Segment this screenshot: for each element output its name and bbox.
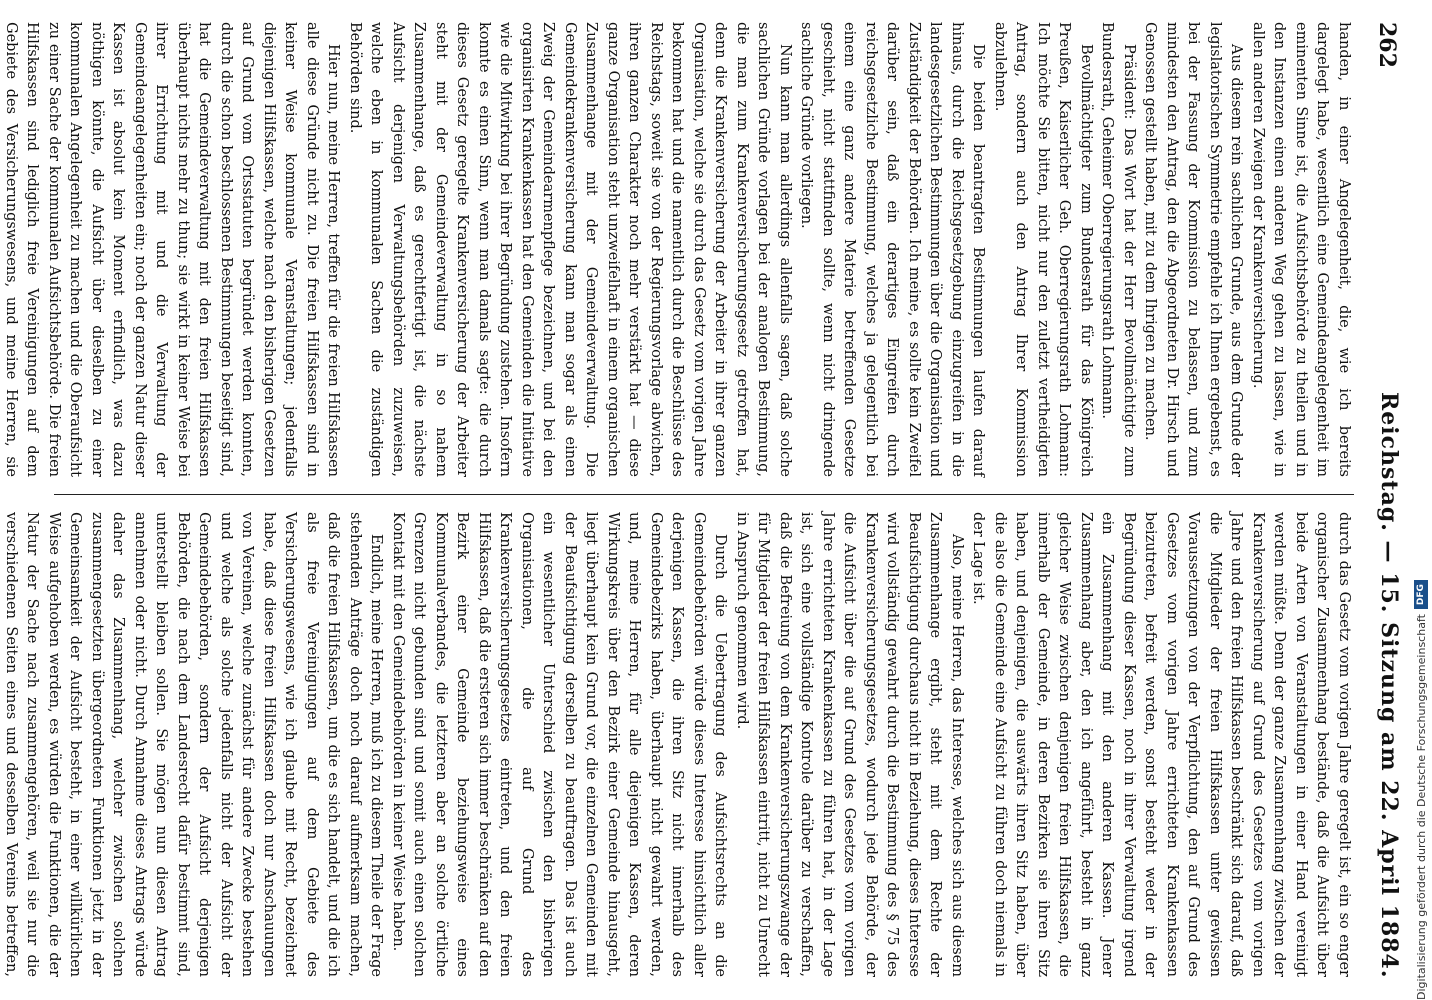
paragraph: Aus diesem rein sachlichen Grunde, aus dem Grunde der legislatorischen Symmetrie empfehle ich Ihnen ergebenst, es bei der Fassung der Kommission zu belassen, und zum mindesten den Antrag, den die Abgeordneten Dr. Hirsch und Genossen gestellt haben, mit zu dem Ihrigen zu machen. [1142,22,1245,477]
speaker-paragraph: Bevollmächtigter zum Bundesrath für das Königreich Preußen, Kaiserlicher Geh. Oberregierungsrath Lohmann: Ich möchte Sie bitten, nicht nur den zuletzt vertheidigten Antrag, sondern auch den Antrag Ihrer Kommission abzulehnen. [992,22,1094,477]
speaker-paragraph: Präsident: Das Wort hat der Herr Bevollmächtigte zum Bundesrath, Geheimer Oberregierungsrath Lohmann. [1099,22,1137,477]
paragraph: Nun kann man allerdings allenfalls sagen, daß solche sachlichen Gründe vorlagen bei der analogen Bestimmung, die man zum Krankenversicherungsgesetz getroffen hat, denn die Krankenversicherung der Arbeiter in ihrer ganzen Organisation, welche sie durch das Gesetz vom vorigen Jahre bekommen hat und die namentlich durch die Beschlüsse des Reichstags, soweit sie von der Regierungsvorlage abwichen, ihren ganzen Charakter noch mehr verstärkt hat — diese ganze Organisation steht unzweifelhaft in einem organischen Zusammenhange mit der Gemeindeverwaltung. Die Gemeindekrankenversicherung kann man sogar als einen Zweig der Gemeindearmenpflege bezeichnen, und bei den organisirten Krankenkassen hat den Gemeinden die Initiative wie die Mitwirkung bei ihrer Begründung zustehen. Insofern konnte es einen Sinn, wenn man damals sagte: die durch dieses Gesetz geregelte Krankenversicherung der Arbeiter steht mit der Gemeindeverwaltung in so nahem Zusammenhange, daß es gerechtfertigt ist, die nächste Aufsicht derjenigen Verwaltungsbehörden zuzuweisen, welche eben in kommunalen Sachen die zuständigen Behörden sind. [347,22,793,477]
rotated-scanned-page [0,12,1408,992]
running-head: Reichstag. — 15. Sitzung am 22. April 1884. [1376,392,1402,979]
dfg-logo: DFG [1414,580,1428,609]
page-number: 262 [1374,22,1400,68]
paragraph: Hier nun, meine Herren, treffen für die freien Hilfskassen alle diese Gründe nicht zu. Die freien Hilfskassen sind in keiner Weise kommunale Veranstaltungen; jedenfalls diejenigen Hilfskassen, welche nach den bisherigen Gesetzen auf Grund vom Ortsstatuten begründet werden konnten, durch die schon beschlossenen Bestimmungen beseitigt sind, hat die Gemeindeverwaltung mit den freien Hilfskassen überhaupt nichts mehr zu thun; sie wirkt in keiner Weise bei ihrer Errichtung mit und die Verwaltung der Gemeindeangelegenheiten ein; noch der ganzen Natur dieser Kassen ist absolut kein Moment erfindlich, was dazu nöthigen könnte, die Aufsicht über dieselben zu einer kommunalen Angelegenheit zu machen und die Oberaufsicht zu einer Sache der kommunalen Aufsichtsbehörde. Die freien Hilfskassen sind lediglich freie Vereinigungen auf dem Gebiete des Versicherungswesens, und meine Herren, sie [3,22,342,477]
column-divider [54,494,1354,495]
paragraph: Also, meine Herren, das Interesse, welches sich aus diesem Zusammenhange ergibt, steht mit dem Rechte der Beaufsichtigung durchaus nicht in Beziehung, dieses Interesse wird vollständig gewahrt durch die Bestimmung des § 75 des Krankenversicherungsgesetzes, wodurch jede Behörde, der die Aufsicht über die auf Grund des Gesetzes vom vorigen Jahre errichteten Krankenkassen zu führen hat, in der Lage ist, sich eine vollständige Kontrole darüber zu verschaffen, daß die Befreiung von dem Krankenversicherungszwange der für Mitglieder der freien Hilfskassen eintritt, nicht zu Unrecht in Anspruch genommen wird. [734,512,965,977]
paragraph: Endlich, meine Herren, muß ich zu diesem Theile der Frage stehenden Anträge doch noch darauf aufmerksam machen, daß die freien Hilfskassen, um die es sich handelt, und die ich als freie Vereinigungen auf dem Gebiete des Versicherungswesens, wie ich glaube mit Recht, bezeichnet habe, daß diese freien Hilfskassen doch nur Anschauungen von Vereinen, welche zunächst für andere Zwecke bestehen und welche als solche jedenfalls nicht der Aufsicht der Gemeindebehörden, sondern der Aufsicht derjenigen Behörden, die nach dem Landesrecht dafür bestimmt sind, unterstellt bleiben sollen. Sie mögen nun diesen Antrag annehmen oder nicht. Durch Annahme dieses Antrags würde daher das Zusammenhang, welcher zwischen solchen zusammengesetzten übergeordneten Funktionen jetzt in der Gemeinsamkeit der Aufsicht besteht, in einer willkürlichen Weise aufgehoben werden, es würden die Funktionen, die der Natur der Sache nach zusammengehören, weil sie nur die verschiedenen Seiten eines und desselben Vereins betreffen, [3,512,385,977]
paragraph: Durch die Uebertragung des Aufsichtsrechts an die Gemeindebehörden würde dieses Interesse hinsichtlich aller derjenigen Kassen, die ihren Sitz nicht innerhalb des Gemeindebezirks haben, überhaupt nicht gewahrt werden, und, meine Herren, für alle diejenigen Kassen, deren Wirkungskreis über den Bezirk einer Gemeinde hinausgeht, liegt überhaupt kein Grund vor, die einzelnen Gemeinden mit der Beaufsichtigung derselben zu beauftragen. Das ist auch ein wesentlicher Unterschied zwischen den bisherigen Organisationen, die auf Grund des Krankenversicherungsgesetzes eintreten, und den freien Hilfskassen, daß die ersteren sich immer beschränken auf den Bezirk einer Gemeinde beziehungsweise eines Kommunalverbandes, die letzteren aber an solche örtliche Grenzen nicht gebunden sind und somit auch einen solchen Kontakt mit den Gemeindebehörden in keiner Weise haben. [390,512,729,977]
paragraph: durch das Gesetz vom vorigen Jahre geregelt ist, ein so enger organischer Zusammenhang bestände, daß die Aufsicht über beide Arten von Veranstaltungen in einer Hand vereinigt werden müßte. Denn der ganze Zusammenhang zwischen der Krankenversicherung auf Grund des Gesetzes vom vorigen Jahre und den freien Hilfskassen beschränkt sich darauf, daß die Mitglieder der freien Hilfskassen unter gewissen Voraussetzungen von der Verpflichtung, den auf Grund des Gesetzes vom vorigen Jahre errichteten Krankenkassen beizutreten, befreit werden, sonst besteht weder in der Begründung dieser Kassen, noch in ihrer Verwaltung irgend ein Zusammenhang mit den anderen Kassen. Jener Zusammenhang aber, den ich angeführt, besteht in ganz gleicher Weise zwischen denjenigen freien Hilfskassen, die innerhalb der Gemeinde, in deren Bezirken sie ihren Sitz haben, und denjenigen, die auswärts ihren Sitz haben, über die also die Gemeinde eine Aufsicht zu führen doch niemals in der Lage ist. [970,512,1352,977]
right-column [3,512,1354,977]
paragraph: Die beiden beantragten Bestimmungen laufen darauf hinaus, durch die Reichsgesetzgebung einzugreifen in die landesgesetzlichen Bestimmungen über die Organisation und Zuständigkeit der Behörden. Ich meine, es sollte kein Zweifel darüber sein, daß ein derartiges Eingreifen durch reichsgesetzliche Bestimmung, welches ja gelegentlich bei einem eine ganz andere Materie betreffenden Gesetze geschieht, nicht stattfinden sollte, wenn nicht dringende sachliche Gründe vorliegen. [798,22,987,477]
page-header [1368,12,1408,992]
digitization-credit [1414,580,1428,1000]
left-column [3,22,1354,477]
paragraph: handen, in einer Angelegenheit, die, wie ich bereits dargelegt habe, wesentlich eine Gemeindeangelegenheit im eminenten Sinne ist, die Aufsichtsbehörde zu theilen und in den Instanzen einen anderen Weg gehen zu lassen, wie in allen anderen Zweigen der Krankenversicherung. [1250,22,1352,477]
credit-text: Digitalisierung gefördert durch die Deutsche Forschungsgemeinschaft [1414,614,1428,1000]
